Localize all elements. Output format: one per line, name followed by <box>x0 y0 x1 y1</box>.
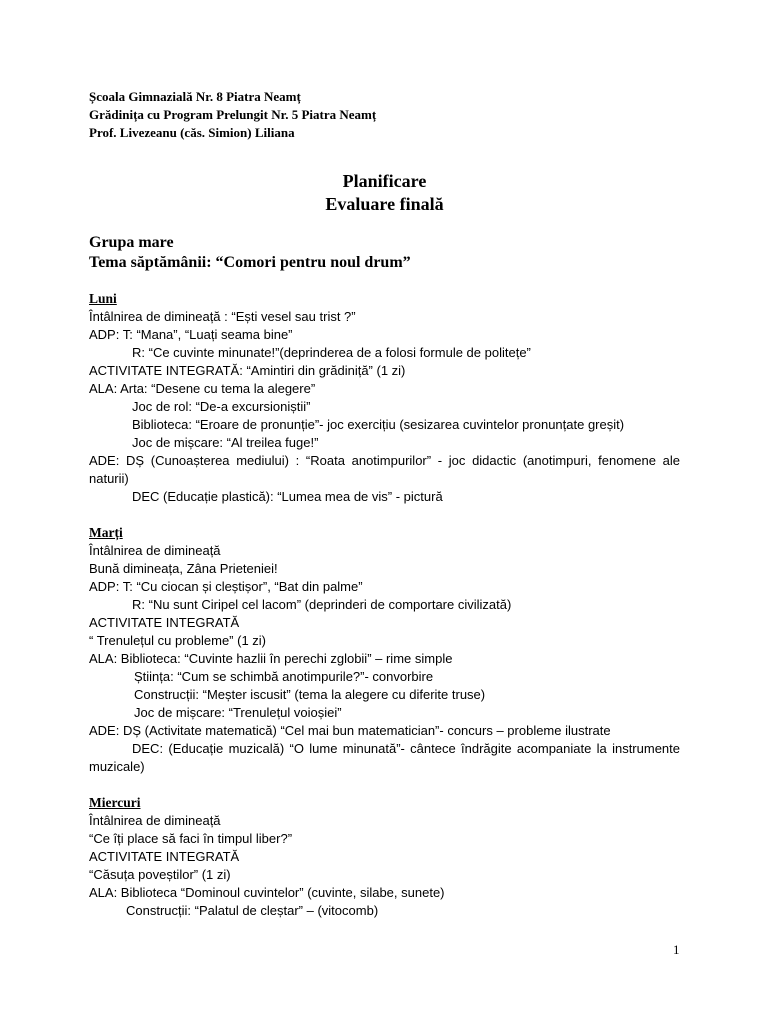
marti-line: Joc de mișcare: “Trenulețul voioșiei” <box>134 705 342 720</box>
luni-line: Biblioteca: “Eroare de pronunție”- joc exercițiu (sesizarea cuvintelor pronunțate greșit) <box>132 417 625 432</box>
miercuri-line: ACTIVITATE INTEGRATĂ <box>89 849 240 864</box>
miercuri-line: ALA: Biblioteca “Dominoul cuvintelor” (cuvinte, silabe, sunete) <box>89 885 445 900</box>
marti-line: ADE: DȘ (Activitate matematică) “Cel mai bun matematician”- concurs – probleme ilustrate <box>89 723 611 738</box>
kindergarten-name: Grădinița cu Program Prelungit Nr. 5 Piatra Neamț <box>89 107 377 122</box>
marti-line: DEC: (Educație muzicală) “O lume minunată”- cântece îndrăgite acompaniate la instrumente muzicale) <box>89 741 680 774</box>
marti-line: Întâlnirea de dimineață <box>89 543 221 558</box>
luni-line: ALA: Arta: “Desene cu tema la alegere” <box>89 381 316 396</box>
page-number: 1 <box>673 942 680 957</box>
luni-line: ACTIVITATE INTEGRATĂ: “Amintiri din grădiniță” (1 zi) <box>89 363 406 378</box>
marti-line: R: “Nu sunt Ciripel cel lacom” (deprinderi de comportare civilizată) <box>132 597 512 612</box>
miercuri-line: “Ce îți place să faci în timpul liber?” <box>89 831 293 846</box>
marti-line: ADP: T: “Cu ciocan și cleștișor”, “Bat din palme” <box>89 579 363 594</box>
miercuri-line: Întâlnirea de dimineață <box>89 813 221 828</box>
day-heading-luni: Luni <box>89 291 117 306</box>
luni-line: Întâlnirea de dimineață : “Ești vesel sau trist ?” <box>89 309 356 324</box>
miercuri-line: “Căsuța poveștilor” (1 zi) <box>89 867 231 882</box>
document-page <box>89 88 680 920</box>
luni-line: Joc de mișcare: “Al treilea fuge!” <box>132 435 319 450</box>
marti-line: ALA: Biblioteca: “Cuvinte hazlii în perechi zglobii” – rime simple <box>89 651 453 666</box>
marti-line: “ Trenulețul cu probleme” (1 zi) <box>89 633 267 648</box>
doc-subtitle: Evaluare finală <box>325 194 444 214</box>
day-heading-miercuri: Miercuri <box>89 795 141 810</box>
miercuri-line: Construcții: “Palatul de cleștar” – (vitocomb) <box>126 903 379 918</box>
marti-line: Știința: “Cum se schimbă anotimpurile?”- convorbire <box>134 669 434 684</box>
teacher-name: Prof. Livezeanu (căs. Simion) Liliana <box>89 125 295 140</box>
marti-line: Construcții: “Meșter iscusit” (tema la alegere cu diferite truse) <box>134 687 486 702</box>
marti-line: Bună dimineața, Zâna Prieteniei! <box>89 561 278 576</box>
group-label: Grupa mare <box>89 234 174 251</box>
doc-title: Planificare <box>342 171 427 191</box>
school-name: Școala Gimnazială Nr. 8 Piatra Neamț <box>89 89 301 104</box>
week-theme: Tema săptămânii: “Comori pentru noul drum” <box>89 254 411 271</box>
luni-line: DEC (Educație plastică): “Lumea mea de vis” - pictură <box>132 489 443 504</box>
luni-line: ADP: T: “Mana”, “Luați seama bine” <box>89 327 293 342</box>
day-heading-marti: Marți <box>89 525 123 540</box>
marti-line: ACTIVITATE INTEGRATĂ <box>89 615 240 630</box>
luni-line: Joc de rol: “De-a excursioniștii” <box>132 399 311 414</box>
luni-line: R: “Ce cuvinte minunate!”(deprinderea de a folosi formule de politețe” <box>132 345 531 360</box>
luni-line: ADE: DȘ (Cunoașterea mediului) : “Roata anotimpurilor” - joc didactic (anotimpuri, fenomene ale naturii) <box>89 453 680 486</box>
